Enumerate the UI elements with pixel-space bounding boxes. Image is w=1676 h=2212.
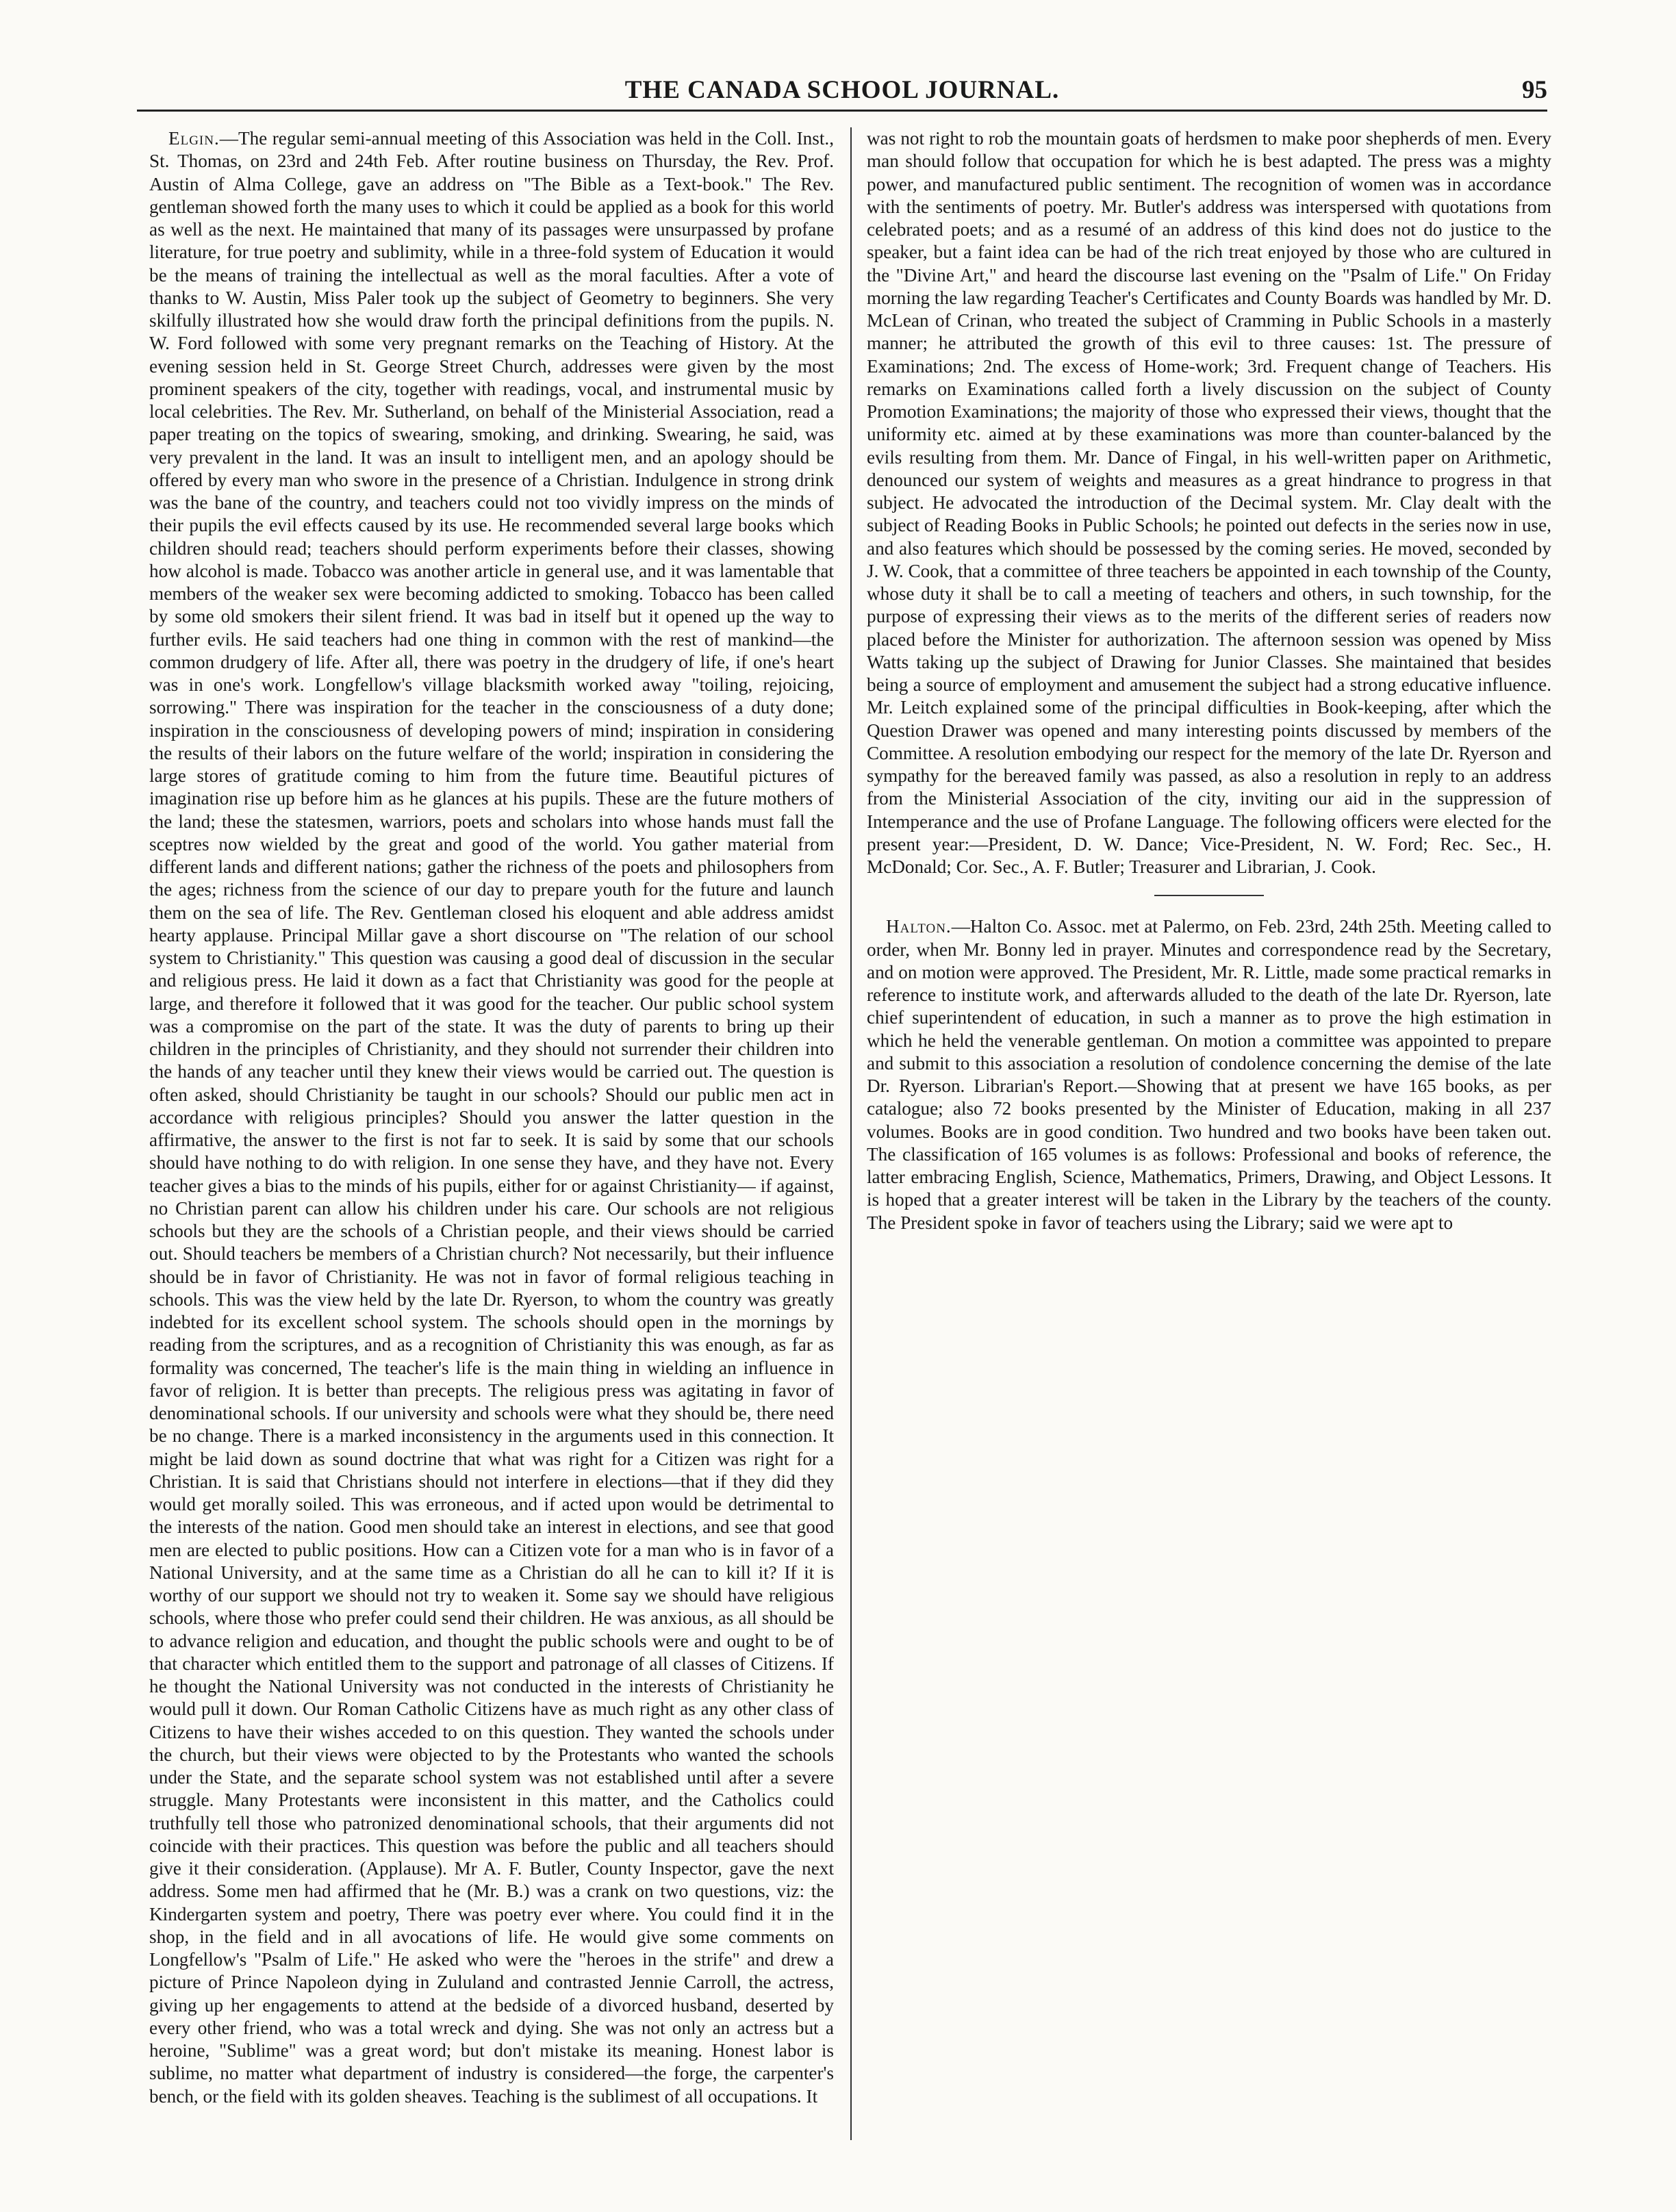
halton-paragraph: [867, 915, 1551, 1234]
halton-text: —Halton Co. Assoc. met at Palermo, on Feb. 23rd, 24th 25th. Meeting called to order, when Mr. Bonny led in prayer. Minutes and correspondence read by the Secretary, and on motion were approved. The President, Mr. R. Little, made some practical remarks in reference to institute work, and afterwards alluded to the death of the late Dr. Ryerson, late chief superintendent of education, in such a manner as to prove the high estimation in which he held the venerable gentleman. On motion a committee was appointed to prepare and submit to this association a resolution of condolence concerning the demise of the late Dr. Ryerson. Librarian's Report.—Showing that at present we have 165 books, as per catalogue; also 72 books presented by the Minister of Education, making in all 237 volumes. Books are in good condition. Two hundred and two books have been taken out. The classification of 165 volumes is as follows: Professional and books of reference, the latter embracing English, Science, Mathematics, Primers, Drawing, and Object Lessons. It is hoped that a greater interest will be taken in the Library by the teachers of the county. The President spoke in favor of teachers using the Library; said we were apt to: [867, 916, 1551, 1233]
elgin-heading: Elgin.: [168, 128, 220, 149]
journal-title: THE CANADA SCHOOL JOURNAL.: [624, 76, 1060, 104]
right-column: [867, 127, 1551, 1234]
column-divider: [850, 127, 852, 2140]
elgin-text: —The regular semi-annual meeting of this Association was held in the Coll. Inst., St. Thomas, on 23rd and 24th Feb. After routine business on Thursday, the Rev. Prof. Austin of Alma College, gave an address on "The Bible as a Text-book." The Rev. gentleman showed forth the many uses to which it could be applied as a book for this world as well as the next. He maintained that many of its passages were unsurpassed by profane literature, for true poetry and sublimity, while in a three-fold system of Education it would be the means of training the intellectual as well as the moral faculties. After a vote of thanks to W. Austin, Miss Paler took up the subject of Geometry to beginners. She very skilfully illustrated how she would draw forth the principal definitions from the pupils. N. W. Ford followed with some very pregnant remarks on the Teaching of History. At the evening session held in St. George Street Church, addresses were given by the most prominent speakers of the city, together with readings, vocal, and instrumental music by local celebrities. The Rev. Mr. Sutherland, on behalf of the Ministerial Association, read a paper treating on the topics of swearing, smoking, and drinking. Swearing, he said, was very prevalent in the land. It was an insult to intelligent men, and an apology should be offered by every man who swore in the presence of a Christian. Indulgence in strong drink was the bane of the country, and teachers could not too vividly impress on the minds of their pupils the evil effects caused by its use. He recommended several large books which children should read; teachers should perform experiments before their classes, showing how alcohol is made. Tobacco was another article in general use, and it was lamentable that members of the weaker sex were becoming addicted to smoking. Tobacco has been called by some old smokers their silent friend. It was bad in itself but it opened up the way to further evils. He said teachers had one thing in common with the rest of mankind—the common drudgery of life. After all, there was poetry in the drudgery of life, if one's heart was in one's work. Longfellow's village blacksmith worked away "toiling, rejoicing, sorrowing." There was inspiration for the teacher in the consciousness of a duty done; inspiration in the consciousness of developing powers of mind; inspiration in considering the results of their labors on the future welfare of the world; inspiration in considering the large stores of gratitude coming to him from the future time. Beautiful pictures of imagination rise up before him as he glances at his pupils. These are the future mothers of the land; these the statesmen, warriors, poets and scholars into whose hands must fall the sceptres now wielded by the great and good of the world. You gather material from different lands and different nations; gather the richness of the poets and philosophers from the ages; richness from the science of our day to prepare youth for the future and launch them on the sea of life. The Rev. Gentleman closed his eloquent and able address amidst hearty applause. Principal Millar gave a short discourse on "The relation of our school system to Christianity." This question was causing a good deal of discussion in the secular and religious press. He laid it down as a fact that Christianity was good for the people at large, and therefore it followed that it was good for the teacher. Our public school system was a compromise on the part of the state. It was the duty of parents to bring up their children in the principles of Christianity, and they should not surrender their children into the hands of any teacher until they knew their views would be carried out. The question is often asked, should Christianity be taught in our schools? Should our public men act in accordance with religious principles? Should you answer the latter question in the affirmative, the answer to the first is not far to seek. It is said by some that our schools should have nothing to do with religion. In one sense they have, and they have not. Every teacher gives a bias to the minds of his pupils, either for or against Christianity— if against, no Christian parent can allow his children under his care. Our schools are not religious schools but they are the schools of a Christian people, and their views should be carried out. Should teachers be members of a Christian church? Not necessarily, but their influence should be in favor of Christianity. He was not in favor of formal religious teaching in schools. This was the view held by the late Dr. Ryerson, to whom the country was greatly indebted for its excellent school system. The schools should open in the mornings by reading from the scriptures, and as a recognition of Christianity this was enough, as far as formality was concerned, The teacher's life is the main thing in wielding an influence in favor of religion. It is better than precepts. The religious press was agitating in favor of denominational schools. If our university and schools were what they should be, there need be no change. There is a marked inconsistency in the arguments used in this connection. It might be laid down as sound doctrine that what was right for a Citizen was right for a Christian. It is said that Christians should not interfere in elections—that if they did they would get morally soiled. This was erroneous, and if acted upon would be detrimental to the interests of the nation. Good men should take an interest in elections, and see that good men are elected to public positions. How can a Citizen vote for a man who is in favor of a National University, and at the same time as a Christian do all he can to kill it? If it is worthy of our support we should not try to weaken it. Some say we should have religious schools, where those who prefer could send their children. He was anxious, as all should be to advance religion and education, and thought the public schools were and ought to be of that character which entitled them to the support and patronage of all classes of Citizens. If he thought the National University was not conducted in the interests of Christianity he would pull it down. Our Roman Catholic Citizens have as much right as any other class of Citizens to have their wishes acceded to on this question. They wanted the schools under the church, but their views were objected to by the Protestants who wanted the schools under the State, and the separate school system was not established until after a severe struggle. Many Protestants were inconsistent in this matter, and the Catholics could truthfully tell those who patronized denominational schools, that their arguments did not coincide with their practices. This question was before the public and all teachers should give it their consideration. (Applause). Mr A. F. Butler, County Inspector, gave the next address. Some men had affirmed that he (Mr. B.) was a crank on two questions, viz: the Kindergarten system and poetry, There was poetry ever where. You could find it in the shop, in the field and in all avocations of life. He would give some comments on Longfellow's "Psalm of Life." He asked who were the "heroes in the strife" and drew a picture of Prince Napoleon dying in Zululand and contrasted Jennie Carroll, the actress, giving up her engagements to attend at the bedside of a divorced husband, deserted by every other friend, who was a total wreck and dying. She was not only an actress but a heroine, "Sublime" was a great word; but don't mistake its meaning. Honest labor is sublime, no matter what department of industry is considered—the forge, the carpenter's bench, or the field with its golden sheaves. Teaching is the sublimest of all occupations. It: [149, 128, 834, 2107]
left-column: [149, 127, 834, 2108]
halton-heading: Halton.: [886, 916, 952, 937]
section-rule: [1154, 895, 1264, 896]
page-header: [137, 75, 1547, 112]
page-number: 95: [1522, 76, 1547, 104]
elgin-paragraph: [149, 127, 834, 2108]
elgin-continuation: was not right to rob the mountain goats of herdsmen to make poor shepherds of men. Every man should follow that occupation for which he is best adapted. The press was a mighty power, and manufactured public sentiment. The recognition of women was in accordance with the sentiments of poetry. Mr. Butler's address was interspersed with quotations from celebrated poets; and as a resumé of an address of this kind does not do justice to the speaker, but a faint idea can be had of the rich treat enjoyed by those who are cultured in the "Divine Art," and heard the discourse last evening on the "Psalm of Life." On Friday morning the law regarding Teacher's Certificates and County Boards was handled by Mr. D. McLean of Crinan, who treated the subject of Cramming in Public Schools in a masterly manner; he attributed the growth of this evil to three causes: 1st. The pressure of Examinations; 2nd. The excess of Home-work; 3rd. Frequent change of Teachers. His remarks on Examinations called forth a lively discussion on the subject of County Promotion Examinations; the majority of those who expressed their views, thought that the uniformity etc. aimed at by these examinations was more than counter-balanced by the evils resulting from them. Mr. Dance of Fingal, in his well-written paper on Arithmetic, denounced our system of weights and measures as a great hindrance to progress in that subject. He advocated the introduction of the Decimal system. Mr. Clay dealt with the subject of Reading Books in Public Schools; he pointed out defects in the series now in use, and also features which should be possessed by the coming series. He moved, seconded by J. W. Cook, that a committee of three teachers be appointed in each township of the County, whose duty it shall be to call a meeting of teachers and others, in such township, for the purpose of expressing their views as to the merits of the different series of readers now placed before the Minister for authorization. The afternoon session was opened by Miss Watts taking up the subject of Drawing for Junior Classes. She maintained that besides being a source of employment and amusement the subject had a strong educative influence. Mr. Leitch explained some of the principal difficulties in Book-keeping, after which the Question Drawer was opened and many interesting points discussed by members of the Committee. A resolution embodying our respect for the memory of the late Dr. Ryerson and sympathy for the bereaved family was passed, as also a resolution in reply to an address from the Ministerial Association of the city, inviting our aid in the suppression of Intemperance and the use of Profane Language. The following officers were elected for the present year:—President, D. W. Dance; Vice-President, N. W. Ford; Rec. Sec., H. McDonald; Cor. Sec., A. F. Butler; Treasurer and Librarian, J. Cook.: [867, 128, 1551, 877]
